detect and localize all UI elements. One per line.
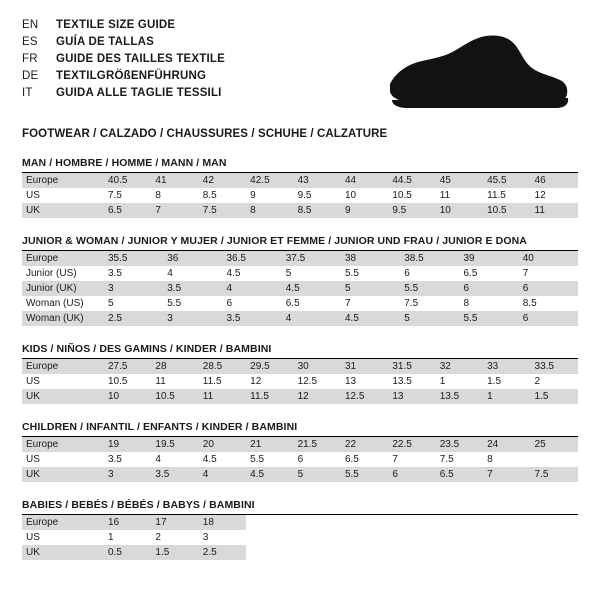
cell: 1	[439, 376, 446, 387]
cell-empty	[246, 545, 578, 560]
cell: 7	[392, 454, 398, 465]
cell: 6	[519, 311, 578, 326]
cell: 10.5	[108, 376, 128, 387]
cell: 6	[460, 281, 519, 296]
table-row	[22, 437, 578, 452]
cell: 7	[345, 298, 351, 309]
cell: 22.5	[388, 437, 435, 452]
cell: 16	[104, 515, 151, 530]
cell: 2	[534, 376, 541, 387]
cell: 9.5	[388, 203, 435, 218]
cell: 31	[341, 359, 388, 374]
cell: 8.5	[522, 298, 537, 309]
cell: 21	[246, 437, 293, 452]
cell: 5.5	[400, 281, 459, 296]
cell: 2	[155, 532, 161, 543]
cell: 13.5	[436, 389, 483, 404]
language-code: EN	[22, 18, 39, 31]
cell: 27.5	[104, 359, 151, 374]
cell: 41	[151, 173, 198, 188]
row-label: US	[26, 376, 40, 387]
group-label: KIDS / NIÑOS / DES GAMINS / KINDER / BAMBINI	[22, 343, 578, 359]
cell: 7	[522, 268, 529, 279]
cell: 19	[104, 437, 151, 452]
cell: 6	[519, 281, 578, 296]
size-table	[22, 173, 578, 218]
table-row	[22, 311, 578, 326]
cell: 3.5	[108, 268, 122, 279]
table-row	[22, 359, 578, 374]
row-label: Europe	[22, 359, 104, 374]
cell: 6	[297, 454, 304, 465]
cell: 4	[282, 311, 341, 326]
cell: 4	[223, 281, 282, 296]
cell: 4.5	[226, 268, 241, 279]
row-label: Junior (UK)	[22, 281, 104, 296]
cell: 7.5	[199, 203, 246, 218]
cell: 33	[483, 359, 530, 374]
cell: 40.5	[104, 173, 151, 188]
language-row	[22, 84, 225, 101]
cell: 5.5	[345, 268, 359, 279]
table-row	[22, 530, 578, 545]
cell: 4.5	[246, 467, 293, 482]
cell: 19.5	[151, 437, 198, 452]
cell	[531, 452, 578, 467]
cell: 1.5	[531, 389, 578, 404]
size-table	[22, 515, 578, 560]
row-label: Europe	[22, 437, 104, 452]
cell: 36	[163, 251, 222, 266]
language-code: FR	[22, 52, 38, 65]
cell: 5	[400, 311, 459, 326]
cell: 12.5	[341, 389, 388, 404]
cell: 28.5	[199, 359, 246, 374]
cell: 18	[199, 515, 246, 530]
cell: 1	[483, 389, 530, 404]
cell: 6.5	[463, 268, 478, 279]
language-title: GUIDE DES TAILLES TEXTILE	[56, 52, 225, 65]
cell: 0.5	[104, 545, 151, 560]
language-row	[22, 16, 225, 33]
language-row	[22, 67, 225, 84]
cell: 35.5	[104, 251, 163, 266]
cell: 9	[341, 203, 388, 218]
cell: 43	[294, 173, 341, 188]
size-table	[22, 437, 578, 482]
cell: 23.5	[436, 437, 483, 452]
cell: 5.5	[341, 467, 388, 482]
cell: 40	[519, 251, 578, 266]
size-group-children	[22, 421, 578, 482]
language-row	[22, 33, 225, 50]
cell: 39	[460, 251, 519, 266]
cell: 3.5	[108, 454, 122, 465]
table-row	[22, 281, 578, 296]
cell: 1.5	[487, 376, 502, 387]
language-title: GUÍA DE TALLAS	[56, 35, 154, 48]
cell: 8.5	[294, 203, 341, 218]
cell: 11	[439, 190, 451, 201]
table-row	[22, 296, 578, 311]
row-label: UK	[22, 545, 104, 560]
cell: 44.5	[388, 173, 435, 188]
cell: 10	[104, 389, 151, 404]
cell: 42	[199, 173, 246, 188]
group-label: MAN / HOMBRE / HOMME / MANN / MAN	[22, 157, 578, 173]
size-group-junior-woman	[22, 235, 578, 326]
cell: 5.5	[250, 454, 265, 465]
cell: 4	[167, 268, 173, 279]
cell: 13	[388, 389, 435, 404]
cell: 8	[487, 454, 493, 465]
cell: 45	[436, 173, 483, 188]
cell: 33.5	[531, 359, 578, 374]
table-row	[22, 203, 578, 218]
cell: 10.5	[392, 190, 412, 201]
row-label: Woman (US)	[26, 298, 84, 309]
row-label: US	[26, 190, 40, 201]
cell: 36.5	[223, 251, 282, 266]
cell-empty	[246, 530, 578, 545]
language-title: TEXTILE SIZE GUIDE	[56, 18, 176, 31]
cell: 7.5	[404, 298, 419, 309]
footer-spacer	[22, 560, 578, 570]
cell: 5.5	[167, 298, 182, 309]
category-title: FOOTWEAR / CALZADO / CHAUSSURES / SCHUHE / CALZATURE	[22, 128, 388, 140]
cell: 12	[294, 389, 341, 404]
cell: 3	[163, 311, 222, 326]
cell: 44	[341, 173, 388, 188]
row-label: UK	[22, 203, 104, 218]
dress-shoe-icon	[382, 28, 572, 114]
cell: 11.5	[246, 389, 293, 404]
cell: 45.5	[483, 173, 530, 188]
cell: 6.5	[436, 467, 483, 482]
cell: 4.5	[202, 454, 217, 465]
row-label: Europe	[22, 515, 104, 530]
cell: 6.5	[285, 298, 300, 309]
cell: 3.5	[163, 281, 222, 296]
cell: 12	[250, 376, 262, 387]
cell: 29.5	[246, 359, 293, 374]
cell: 6	[388, 467, 435, 482]
cell: 1	[108, 532, 114, 543]
cell: 6.5	[344, 454, 359, 465]
language-code: DE	[22, 69, 39, 82]
cell: 46	[531, 173, 578, 188]
cell: 11	[531, 203, 578, 218]
cell: 6.5	[104, 203, 151, 218]
cell: 10.5	[151, 389, 198, 404]
table-row	[22, 515, 578, 530]
table-row	[22, 173, 578, 188]
cell: 30	[294, 359, 341, 374]
cell: 3.5	[223, 311, 282, 326]
cell: 28	[151, 359, 198, 374]
language-title: TEXTILGRÖßENFÜHRUNG	[56, 69, 207, 82]
cell: 38.5	[400, 251, 459, 266]
cell: 2.5	[199, 545, 246, 560]
cell: 10	[436, 203, 483, 218]
cell: 12.5	[297, 376, 318, 387]
row-label: Europe	[22, 173, 104, 188]
cell: 2.5	[104, 311, 163, 326]
language-row	[22, 50, 225, 67]
group-label: JUNIOR & WOMAN / JUNIOR Y MUJER / JUNIOR ET FEMME / JUNIOR UND FRAU / JUNIOR E DONA	[22, 235, 578, 251]
size-table	[22, 251, 578, 326]
cell: 6	[226, 298, 233, 309]
row-label: Woman (UK)	[22, 311, 104, 326]
cell: 3	[104, 467, 151, 482]
cell: 11.5	[487, 190, 506, 201]
cell: 8	[463, 298, 470, 309]
cell: 11	[155, 376, 166, 387]
cell: 5	[341, 281, 400, 296]
page-header	[22, 16, 578, 114]
cell: 31.5	[388, 359, 435, 374]
cell: 7.5	[531, 467, 578, 482]
row-label: Junior (US)	[26, 268, 77, 279]
cell: 9	[250, 190, 256, 201]
cell: 38	[341, 251, 400, 266]
row-label: US	[26, 532, 40, 543]
cell: 8	[155, 190, 161, 201]
cell: 17	[151, 515, 198, 530]
cell: 3	[104, 281, 163, 296]
group-label: BABIES / BEBÉS / BÉBÉS / BABYS / BAMBINI	[22, 499, 578, 515]
cell: 32	[436, 359, 483, 374]
table-row	[22, 467, 578, 482]
cell: 8	[246, 203, 293, 218]
cell: 5	[294, 467, 341, 482]
cell: 22	[341, 437, 388, 452]
cell: 13.5	[392, 376, 412, 387]
cell: 7	[483, 467, 530, 482]
row-label: UK	[22, 467, 104, 482]
row-label: Europe	[22, 251, 104, 266]
row-label: UK	[22, 389, 104, 404]
cell: 9.5	[297, 190, 312, 201]
cell: 4.5	[341, 311, 400, 326]
cell: 11	[199, 389, 246, 404]
cell: 10	[344, 190, 357, 201]
cell: 24	[483, 437, 530, 452]
cell: 1.5	[151, 545, 198, 560]
cell: 11.5	[202, 376, 222, 387]
cell: 3.5	[151, 467, 198, 482]
row-label: US	[26, 454, 40, 465]
cell: 7.5	[108, 190, 122, 201]
cell: 25	[531, 437, 578, 452]
cell: 4.5	[282, 281, 341, 296]
cell: 42.5	[246, 173, 293, 188]
cell: 13	[344, 376, 357, 387]
cell: 7	[151, 203, 198, 218]
language-code: ES	[22, 35, 38, 48]
table-row	[22, 251, 578, 266]
cell: 12	[534, 190, 546, 201]
table-row	[22, 266, 578, 281]
cell: 10.5	[483, 203, 530, 218]
cell: 5.5	[460, 311, 519, 326]
group-label: CHILDREN / INFANTIL / ENFANTS / KINDER / BAMBINI	[22, 421, 578, 437]
cell: 7.5	[439, 454, 454, 465]
table-row	[22, 389, 578, 404]
cell: 4	[155, 454, 161, 465]
cell: 8.5	[202, 190, 217, 201]
size-group-man	[22, 157, 578, 218]
size-group-kids	[22, 343, 578, 404]
size-group-babies	[22, 499, 578, 560]
cell: 20	[199, 437, 246, 452]
cell-empty	[246, 515, 578, 530]
cell: 5	[285, 268, 292, 279]
cell: 37.5	[282, 251, 341, 266]
table-row	[22, 374, 578, 389]
cell: 4	[199, 467, 246, 482]
table-row	[22, 188, 578, 203]
cell: 5	[108, 298, 114, 309]
cell: 6	[404, 268, 410, 279]
size-table	[22, 359, 578, 404]
cell: 21.5	[294, 437, 341, 452]
language-code: IT	[22, 86, 33, 99]
table-row	[22, 452, 578, 467]
language-title-list	[22, 16, 225, 101]
cell: 3	[202, 532, 209, 543]
table-row	[22, 545, 578, 560]
language-title: GUIDA ALLE TAGLIE TESSILI	[56, 86, 222, 99]
